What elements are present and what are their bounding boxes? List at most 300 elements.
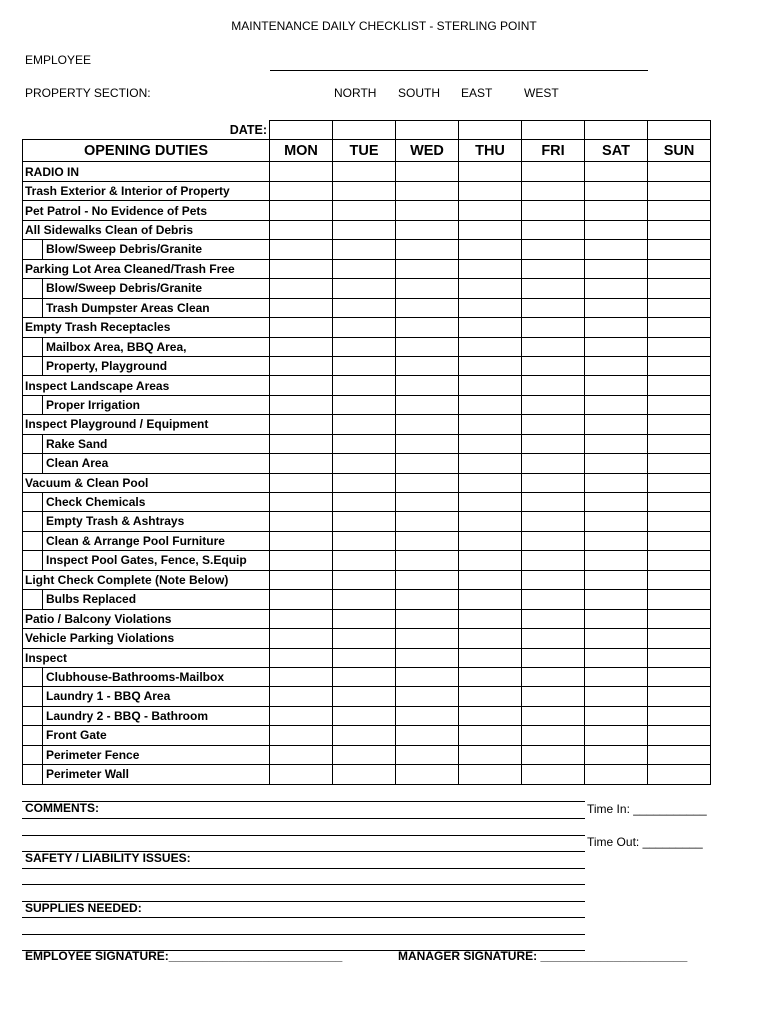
check-cell[interactable]: [459, 454, 522, 473]
subtask-text: Rake Sand: [46, 436, 108, 451]
check-cell[interactable]: [270, 706, 333, 725]
checklist-task-label: [23, 629, 270, 648]
checklist-subtask-label: [23, 512, 270, 531]
check-cell[interactable]: [522, 337, 585, 356]
check-cell[interactable]: [459, 279, 522, 298]
date-cell-thu[interactable]: [459, 121, 522, 140]
check-cell[interactable]: [396, 551, 459, 570]
check-cell[interactable]: [459, 629, 522, 648]
check-cell[interactable]: [648, 298, 711, 317]
subtask-text: Laundry 1 - BBQ Area: [46, 689, 171, 704]
check-cell[interactable]: [396, 687, 459, 706]
comments-label: COMMENTS:: [25, 801, 99, 815]
check-cell[interactable]: [333, 765, 396, 784]
check-cell[interactable]: [585, 551, 648, 570]
check-cell[interactable]: [522, 590, 585, 609]
check-cell[interactable]: [648, 493, 711, 512]
check-cell[interactable]: [396, 337, 459, 356]
check-cell[interactable]: [522, 706, 585, 725]
check-cell[interactable]: [648, 609, 711, 628]
check-cell[interactable]: [396, 201, 459, 220]
task-text: Vehicle Parking Violations: [25, 631, 175, 646]
check-cell[interactable]: [333, 512, 396, 531]
check-cell[interactable]: [585, 279, 648, 298]
checklist-subtask-label: [23, 279, 270, 298]
comments-line-1[interactable]: [22, 801, 585, 802]
check-cell[interactable]: [270, 395, 333, 414]
check-cell[interactable]: [333, 376, 396, 395]
check-cell[interactable]: [522, 765, 585, 784]
check-cell[interactable]: [396, 376, 459, 395]
check-cell[interactable]: [459, 259, 522, 278]
check-cell[interactable]: [648, 590, 711, 609]
check-cell[interactable]: [585, 629, 648, 648]
date-cell-sat[interactable]: [585, 121, 648, 140]
check-cell[interactable]: [585, 259, 648, 278]
check-cell[interactable]: [522, 182, 585, 201]
check-cell[interactable]: [333, 201, 396, 220]
checklist-table: [22, 120, 711, 785]
check-cell[interactable]: [333, 395, 396, 414]
check-cell[interactable]: [648, 570, 711, 589]
task-text: Pet Patrol - No Evidence of Pets: [25, 203, 208, 218]
check-cell[interactable]: [270, 356, 333, 375]
check-cell[interactable]: [459, 609, 522, 628]
check-cell[interactable]: [270, 240, 333, 259]
check-cell[interactable]: [648, 182, 711, 201]
check-cell[interactable]: [522, 279, 585, 298]
check-cell[interactable]: [396, 318, 459, 337]
check-cell[interactable]: [396, 493, 459, 512]
checklist-subtask-label: [23, 493, 270, 512]
check-cell[interactable]: [459, 415, 522, 434]
check-cell[interactable]: [648, 220, 711, 239]
check-cell[interactable]: [459, 201, 522, 220]
checklist-subtask-label: [23, 240, 270, 259]
check-cell[interactable]: [270, 493, 333, 512]
check-cell[interactable]: [522, 609, 585, 628]
subtask-text: Mailbox Area, BBQ Area,: [46, 339, 187, 354]
check-cell[interactable]: [648, 279, 711, 298]
check-cell[interactable]: [270, 376, 333, 395]
check-cell[interactable]: [333, 182, 396, 201]
check-cell[interactable]: [522, 726, 585, 745]
check-cell[interactable]: [648, 648, 711, 667]
check-cell[interactable]: [585, 531, 648, 550]
check-cell[interactable]: [396, 765, 459, 784]
check-cell[interactable]: [333, 551, 396, 570]
check-cell[interactable]: [396, 648, 459, 667]
direction-north[interactable]: NORTH: [334, 86, 377, 100]
checklist-row: [23, 298, 711, 317]
check-cell[interactable]: [585, 240, 648, 259]
check-cell[interactable]: [459, 726, 522, 745]
check-cell[interactable]: [459, 667, 522, 686]
check-cell[interactable]: [333, 629, 396, 648]
check-cell[interactable]: [459, 706, 522, 725]
check-cell[interactable]: [333, 415, 396, 434]
check-cell[interactable]: [396, 395, 459, 414]
task-text: Parking Lot Area Cleaned/Trash Free: [25, 261, 235, 276]
check-cell[interactable]: [270, 182, 333, 201]
checklist-row: [23, 687, 711, 706]
check-cell[interactable]: [522, 493, 585, 512]
check-cell[interactable]: [396, 279, 459, 298]
check-cell[interactable]: [648, 259, 711, 278]
check-cell[interactable]: [459, 687, 522, 706]
check-cell[interactable]: [459, 240, 522, 259]
check-cell[interactable]: [270, 318, 333, 337]
check-cell[interactable]: [522, 415, 585, 434]
check-cell[interactable]: [585, 356, 648, 375]
check-cell[interactable]: [585, 765, 648, 784]
check-cell[interactable]: [333, 531, 396, 550]
check-cell[interactable]: [522, 220, 585, 239]
check-cell[interactable]: [648, 318, 711, 337]
check-cell[interactable]: [459, 318, 522, 337]
check-cell[interactable]: [648, 512, 711, 531]
check-cell[interactable]: [270, 279, 333, 298]
check-cell[interactable]: [333, 162, 396, 182]
check-cell[interactable]: [522, 512, 585, 531]
check-cell[interactable]: [396, 667, 459, 686]
check-cell[interactable]: [648, 706, 711, 725]
check-cell[interactable]: [333, 454, 396, 473]
check-cell[interactable]: [333, 570, 396, 589]
day-header-fri: FRI: [522, 140, 585, 162]
day-header-mon: MON: [270, 140, 333, 162]
check-cell[interactable]: [522, 259, 585, 278]
check-cell[interactable]: [333, 337, 396, 356]
date-cell-sun[interactable]: [648, 121, 711, 140]
day-header-sun: SUN: [648, 140, 711, 162]
check-cell[interactable]: [396, 454, 459, 473]
check-cell[interactable]: [648, 201, 711, 220]
direction-east[interactable]: EAST: [461, 86, 493, 100]
manager-signature-field[interactable]: MANAGER SIGNATURE: ______________________: [398, 949, 688, 963]
check-cell[interactable]: [459, 395, 522, 414]
check-cell[interactable]: [522, 648, 585, 667]
check-cell[interactable]: [459, 531, 522, 550]
check-cell[interactable]: [585, 415, 648, 434]
page-title: MAINTENANCE DAILY CHECKLIST - STERLING POINT: [231, 19, 537, 33]
check-cell[interactable]: [459, 512, 522, 531]
check-cell[interactable]: [333, 706, 396, 725]
checklist-subtask-label: [23, 745, 270, 764]
checklist-row: [23, 590, 711, 609]
subtask-text: Blow/Sweep Debris/Granite: [46, 242, 203, 257]
check-cell[interactable]: [585, 667, 648, 686]
check-cell[interactable]: [522, 298, 585, 317]
check-cell[interactable]: [648, 162, 711, 182]
safety-label: SAFETY / LIABILITY ISSUES:: [25, 851, 191, 865]
task-text: Inspect Landscape Areas: [25, 378, 170, 393]
check-cell[interactable]: [648, 454, 711, 473]
check-cell[interactable]: [585, 298, 648, 317]
check-cell[interactable]: [270, 531, 333, 550]
check-cell[interactable]: [270, 609, 333, 628]
check-cell[interactable]: [270, 726, 333, 745]
check-cell[interactable]: [333, 318, 396, 337]
check-cell[interactable]: [270, 765, 333, 784]
safety-line-3[interactable]: [22, 884, 585, 885]
checklist-row: [23, 706, 711, 725]
check-cell[interactable]: [270, 687, 333, 706]
subtask-text: Inspect Pool Gates, Fence, S.Equip: [46, 553, 247, 568]
check-cell[interactable]: [270, 473, 333, 492]
check-cell[interactable]: [396, 182, 459, 201]
check-cell[interactable]: [522, 434, 585, 453]
check-cell[interactable]: [585, 493, 648, 512]
check-cell[interactable]: [585, 648, 648, 667]
check-cell[interactable]: [585, 706, 648, 725]
check-cell[interactable]: [396, 356, 459, 375]
subtask-text: Clean & Arrange Pool Furniture: [46, 533, 225, 548]
check-cell[interactable]: [396, 220, 459, 239]
direction-west[interactable]: WEST: [524, 86, 559, 100]
subtask-text: Bulbs Replaced: [46, 592, 137, 607]
check-cell[interactable]: [396, 745, 459, 764]
check-cell[interactable]: [396, 473, 459, 492]
day-header-tue: TUE: [333, 140, 396, 162]
date-cell-mon[interactable]: [270, 121, 333, 140]
check-cell[interactable]: [459, 376, 522, 395]
check-cell[interactable]: [270, 551, 333, 570]
check-cell[interactable]: [333, 220, 396, 239]
day-header-wed: WED: [396, 140, 459, 162]
radio-in-label: RADIO IN: [23, 162, 270, 182]
check-cell[interactable]: [522, 240, 585, 259]
check-cell[interactable]: [333, 493, 396, 512]
employee-signature-field[interactable]: EMPLOYEE SIGNATURE:__________________________: [25, 949, 343, 963]
check-cell[interactable]: [333, 609, 396, 628]
check-cell[interactable]: [396, 162, 459, 182]
check-cell[interactable]: [396, 240, 459, 259]
check-cell[interactable]: [522, 201, 585, 220]
check-cell[interactable]: [459, 220, 522, 239]
check-cell[interactable]: [522, 687, 585, 706]
time-in-field[interactable]: Time In: ___________: [587, 802, 707, 816]
check-cell[interactable]: [585, 395, 648, 414]
checklist-row: [23, 201, 711, 220]
checklist-row: [23, 648, 711, 667]
check-cell[interactable]: [459, 570, 522, 589]
check-cell[interactable]: [333, 356, 396, 375]
checklist-task-label: [23, 376, 270, 395]
check-cell[interactable]: [648, 434, 711, 453]
check-cell[interactable]: [585, 454, 648, 473]
check-cell[interactable]: [585, 434, 648, 453]
check-cell[interactable]: [648, 473, 711, 492]
check-cell[interactable]: [396, 706, 459, 725]
checklist-subtask-label: [23, 395, 270, 414]
checklist-task-label: [23, 415, 270, 434]
subtask-text: Trash Dumpster Areas Clean: [46, 300, 210, 315]
subtask-text: Front Gate: [46, 728, 107, 743]
check-cell[interactable]: [270, 454, 333, 473]
check-cell[interactable]: [522, 531, 585, 550]
check-cell[interactable]: [585, 318, 648, 337]
property-section-label: PROPERTY SECTION:: [25, 86, 151, 100]
check-cell[interactable]: [333, 590, 396, 609]
check-cell[interactable]: [522, 376, 585, 395]
date-row: [23, 121, 711, 140]
check-cell[interactable]: [333, 240, 396, 259]
check-cell[interactable]: [333, 667, 396, 686]
check-cell[interactable]: [585, 182, 648, 201]
check-cell[interactable]: [522, 629, 585, 648]
check-cell[interactable]: [270, 745, 333, 764]
safety-line-2[interactable]: [22, 868, 585, 869]
check-cell[interactable]: [648, 531, 711, 550]
check-cell[interactable]: [396, 609, 459, 628]
check-cell[interactable]: [585, 376, 648, 395]
radio-in-row: [23, 162, 711, 182]
check-cell[interactable]: [396, 629, 459, 648]
date-cell-wed[interactable]: [396, 121, 459, 140]
check-cell[interactable]: [648, 687, 711, 706]
check-cell[interactable]: [585, 570, 648, 589]
check-cell[interactable]: [522, 454, 585, 473]
date-cell-tue[interactable]: [333, 121, 396, 140]
check-cell[interactable]: [585, 590, 648, 609]
check-cell[interactable]: [522, 570, 585, 589]
check-cell[interactable]: [396, 570, 459, 589]
check-cell[interactable]: [396, 415, 459, 434]
subtask-text: Property, Playground: [46, 358, 168, 373]
check-cell[interactable]: [585, 687, 648, 706]
task-text: All Sidewalks Clean of Debris: [25, 223, 194, 238]
check-cell[interactable]: [396, 259, 459, 278]
check-cell[interactable]: [333, 687, 396, 706]
check-cell[interactable]: [459, 182, 522, 201]
checklist-task-label: [23, 259, 270, 278]
comments-line-3[interactable]: [22, 835, 585, 836]
check-cell[interactable]: [522, 667, 585, 686]
check-cell[interactable]: [585, 473, 648, 492]
check-cell[interactable]: [396, 590, 459, 609]
date-cell-fri[interactable]: [522, 121, 585, 140]
checklist-row: [23, 376, 711, 395]
check-cell[interactable]: [522, 473, 585, 492]
checklist-row: [23, 240, 711, 259]
check-cell[interactable]: [648, 240, 711, 259]
check-cell[interactable]: [459, 648, 522, 667]
check-cell[interactable]: [459, 298, 522, 317]
check-cell[interactable]: [648, 629, 711, 648]
check-cell[interactable]: [270, 201, 333, 220]
employee-field[interactable]: [270, 70, 648, 71]
check-cell[interactable]: [522, 356, 585, 375]
check-cell[interactable]: [270, 162, 333, 182]
check-cell[interactable]: [459, 493, 522, 512]
check-cell[interactable]: [585, 162, 648, 182]
check-cell[interactable]: [333, 434, 396, 453]
check-cell[interactable]: [333, 279, 396, 298]
checklist-subtask-label: [23, 667, 270, 686]
direction-south[interactable]: SOUTH: [398, 86, 440, 100]
check-cell[interactable]: [585, 745, 648, 764]
check-cell[interactable]: [585, 609, 648, 628]
check-cell[interactable]: [459, 162, 522, 182]
subtask-text: Perimeter Wall: [46, 767, 129, 782]
supplies-line-3[interactable]: [22, 934, 585, 935]
check-cell[interactable]: [333, 745, 396, 764]
check-cell[interactable]: [648, 337, 711, 356]
check-cell[interactable]: [648, 667, 711, 686]
check-cell[interactable]: [459, 434, 522, 453]
check-cell[interactable]: [648, 765, 711, 784]
check-cell[interactable]: [459, 551, 522, 570]
check-cell[interactable]: [522, 395, 585, 414]
check-cell[interactable]: [459, 745, 522, 764]
checklist-subtask-label: [23, 434, 270, 453]
check-cell[interactable]: [333, 298, 396, 317]
check-cell[interactable]: [333, 473, 396, 492]
check-cell[interactable]: [459, 765, 522, 784]
check-cell[interactable]: [396, 531, 459, 550]
check-cell[interactable]: [585, 220, 648, 239]
check-cell[interactable]: [522, 162, 585, 182]
check-cell[interactable]: [333, 259, 396, 278]
check-cell[interactable]: [585, 512, 648, 531]
check-cell[interactable]: [522, 745, 585, 764]
supplies-label: SUPPLIES NEEDED:: [25, 901, 142, 915]
check-cell[interactable]: [270, 415, 333, 434]
check-cell[interactable]: [585, 201, 648, 220]
check-cell[interactable]: [648, 551, 711, 570]
check-cell[interactable]: [270, 648, 333, 667]
check-cell[interactable]: [585, 337, 648, 356]
check-cell[interactable]: [648, 745, 711, 764]
check-cell[interactable]: [270, 590, 333, 609]
check-cell[interactable]: [270, 434, 333, 453]
check-cell[interactable]: [270, 220, 333, 239]
supplies-line-2[interactable]: [22, 917, 585, 918]
check-cell[interactable]: [396, 434, 459, 453]
check-cell[interactable]: [270, 337, 333, 356]
check-cell[interactable]: [648, 415, 711, 434]
comments-line-2[interactable]: [22, 818, 585, 819]
check-cell[interactable]: [396, 298, 459, 317]
check-cell[interactable]: [459, 337, 522, 356]
check-cell[interactable]: [270, 512, 333, 531]
check-cell[interactable]: [270, 667, 333, 686]
check-cell[interactable]: [585, 726, 648, 745]
check-cell[interactable]: [459, 356, 522, 375]
check-cell[interactable]: [459, 473, 522, 492]
checklist-subtask-label: [23, 687, 270, 706]
check-cell[interactable]: [522, 318, 585, 337]
check-cell[interactable]: [648, 376, 711, 395]
check-cell[interactable]: [270, 629, 333, 648]
check-cell[interactable]: [459, 590, 522, 609]
check-cell[interactable]: [648, 726, 711, 745]
check-cell[interactable]: [270, 259, 333, 278]
check-cell[interactable]: [333, 648, 396, 667]
time-out-field[interactable]: Time Out: _________: [587, 835, 703, 849]
check-cell[interactable]: [270, 298, 333, 317]
check-cell[interactable]: [648, 356, 711, 375]
check-cell[interactable]: [396, 726, 459, 745]
checklist-task-label: [23, 648, 270, 667]
check-cell[interactable]: [522, 551, 585, 570]
check-cell[interactable]: [270, 570, 333, 589]
checklist-task-label: [23, 609, 270, 628]
check-cell[interactable]: [648, 395, 711, 414]
check-cell[interactable]: [333, 726, 396, 745]
check-cell[interactable]: [396, 512, 459, 531]
